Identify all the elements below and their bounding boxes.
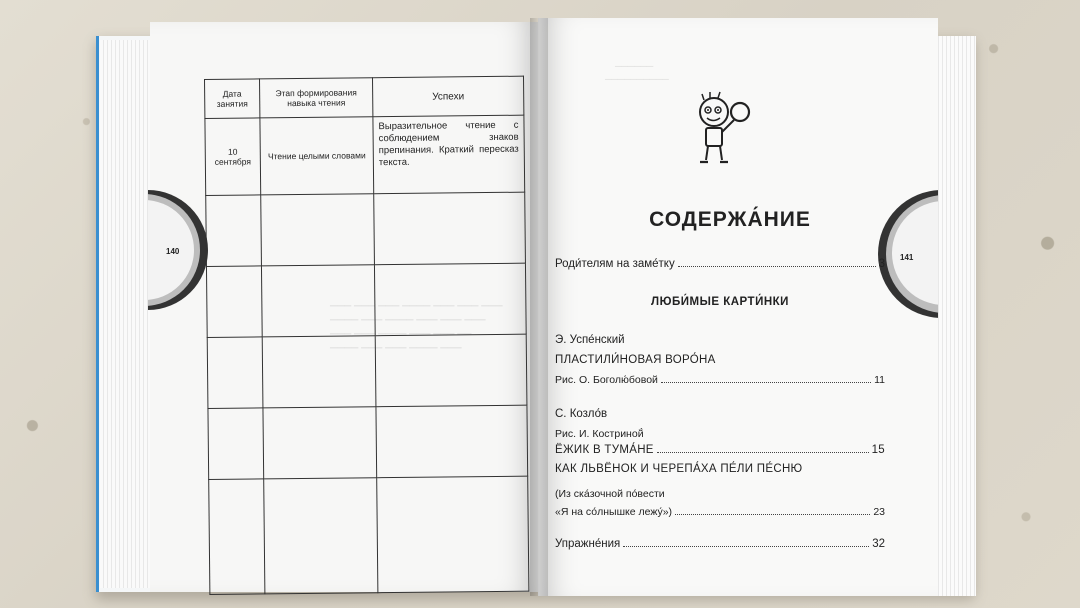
toc-author: Э. Успе́нский bbox=[555, 334, 625, 346]
table-row bbox=[209, 476, 529, 594]
toc-title: СОДЕРЖА́НИЕ bbox=[649, 208, 811, 231]
toc-illustrator: Рис. И. Костриной́ bbox=[555, 428, 644, 440]
toc-entry-story[interactable]: ЁЖИК В ТУМА́НЕ 15 bbox=[555, 444, 885, 456]
toc-entry-illustrator[interactable]: Рис. О. Боголю́бовой 11 bbox=[555, 374, 885, 386]
table-header-row bbox=[205, 76, 524, 118]
show-through-text-right: ────── ────────── bbox=[560, 61, 669, 84]
table-row bbox=[205, 115, 525, 195]
reading-progress-table bbox=[204, 76, 529, 595]
header-stage: Этап формирования навыка чтения bbox=[260, 78, 373, 118]
cell-success: Выразительное чтение с соблюдением знаков препинания. Краткий пересказ текста. bbox=[373, 115, 525, 194]
page-number-left: 140 bbox=[166, 247, 180, 256]
table-row bbox=[207, 334, 527, 408]
header-date: Дата занятия bbox=[205, 79, 260, 119]
toc-section-heading: ЛЮБИ́МЫЕ КАРТИ́НКИ bbox=[651, 296, 789, 308]
toc-entry-parents[interactable]: Роди́телям на заме́тку 3 bbox=[555, 258, 885, 270]
cell-date: 10 сентября bbox=[205, 118, 261, 196]
toc-author: С. Козло́в bbox=[555, 408, 608, 420]
header-success: Успехи bbox=[372, 76, 523, 117]
toc-story-title[interactable]: КАК ЛЬВЁНОК И ЧЕРЕПА́ХА ПЕ́ЛИ ПЕ́СНЮ bbox=[555, 463, 803, 475]
page-number-tab-right bbox=[878, 190, 938, 320]
toc-story-title[interactable]: ПЛАСТИЛИ́НОВАЯ ВОРО́НА bbox=[555, 354, 716, 366]
toc-story-note: (Из ска́зочной по́вести bbox=[555, 488, 665, 500]
page-number-tab-left bbox=[148, 190, 208, 310]
cell-stage: Чтение целыми словами bbox=[260, 117, 374, 195]
toc-entry-exercises[interactable]: Упражне́ния 32 bbox=[555, 538, 885, 550]
toc-entry-story-note[interactable]: «Я на со́лнышке лежу́») 23 bbox=[555, 506, 885, 518]
table-row bbox=[208, 405, 528, 479]
table-row bbox=[206, 263, 526, 337]
boy-with-magnifier-icon bbox=[690, 90, 760, 170]
page-number-right: 141 bbox=[900, 253, 914, 262]
book-gutter bbox=[530, 18, 548, 596]
table-row bbox=[206, 192, 526, 266]
show-through-text-left: ─── ─── ─── ──── ─── ─── ─── ──── ─── ──── ─── ─── ─── ─── ─── ──── ─── ─── ── ──── ─── ─── ──── ─── bbox=[330, 301, 503, 354]
